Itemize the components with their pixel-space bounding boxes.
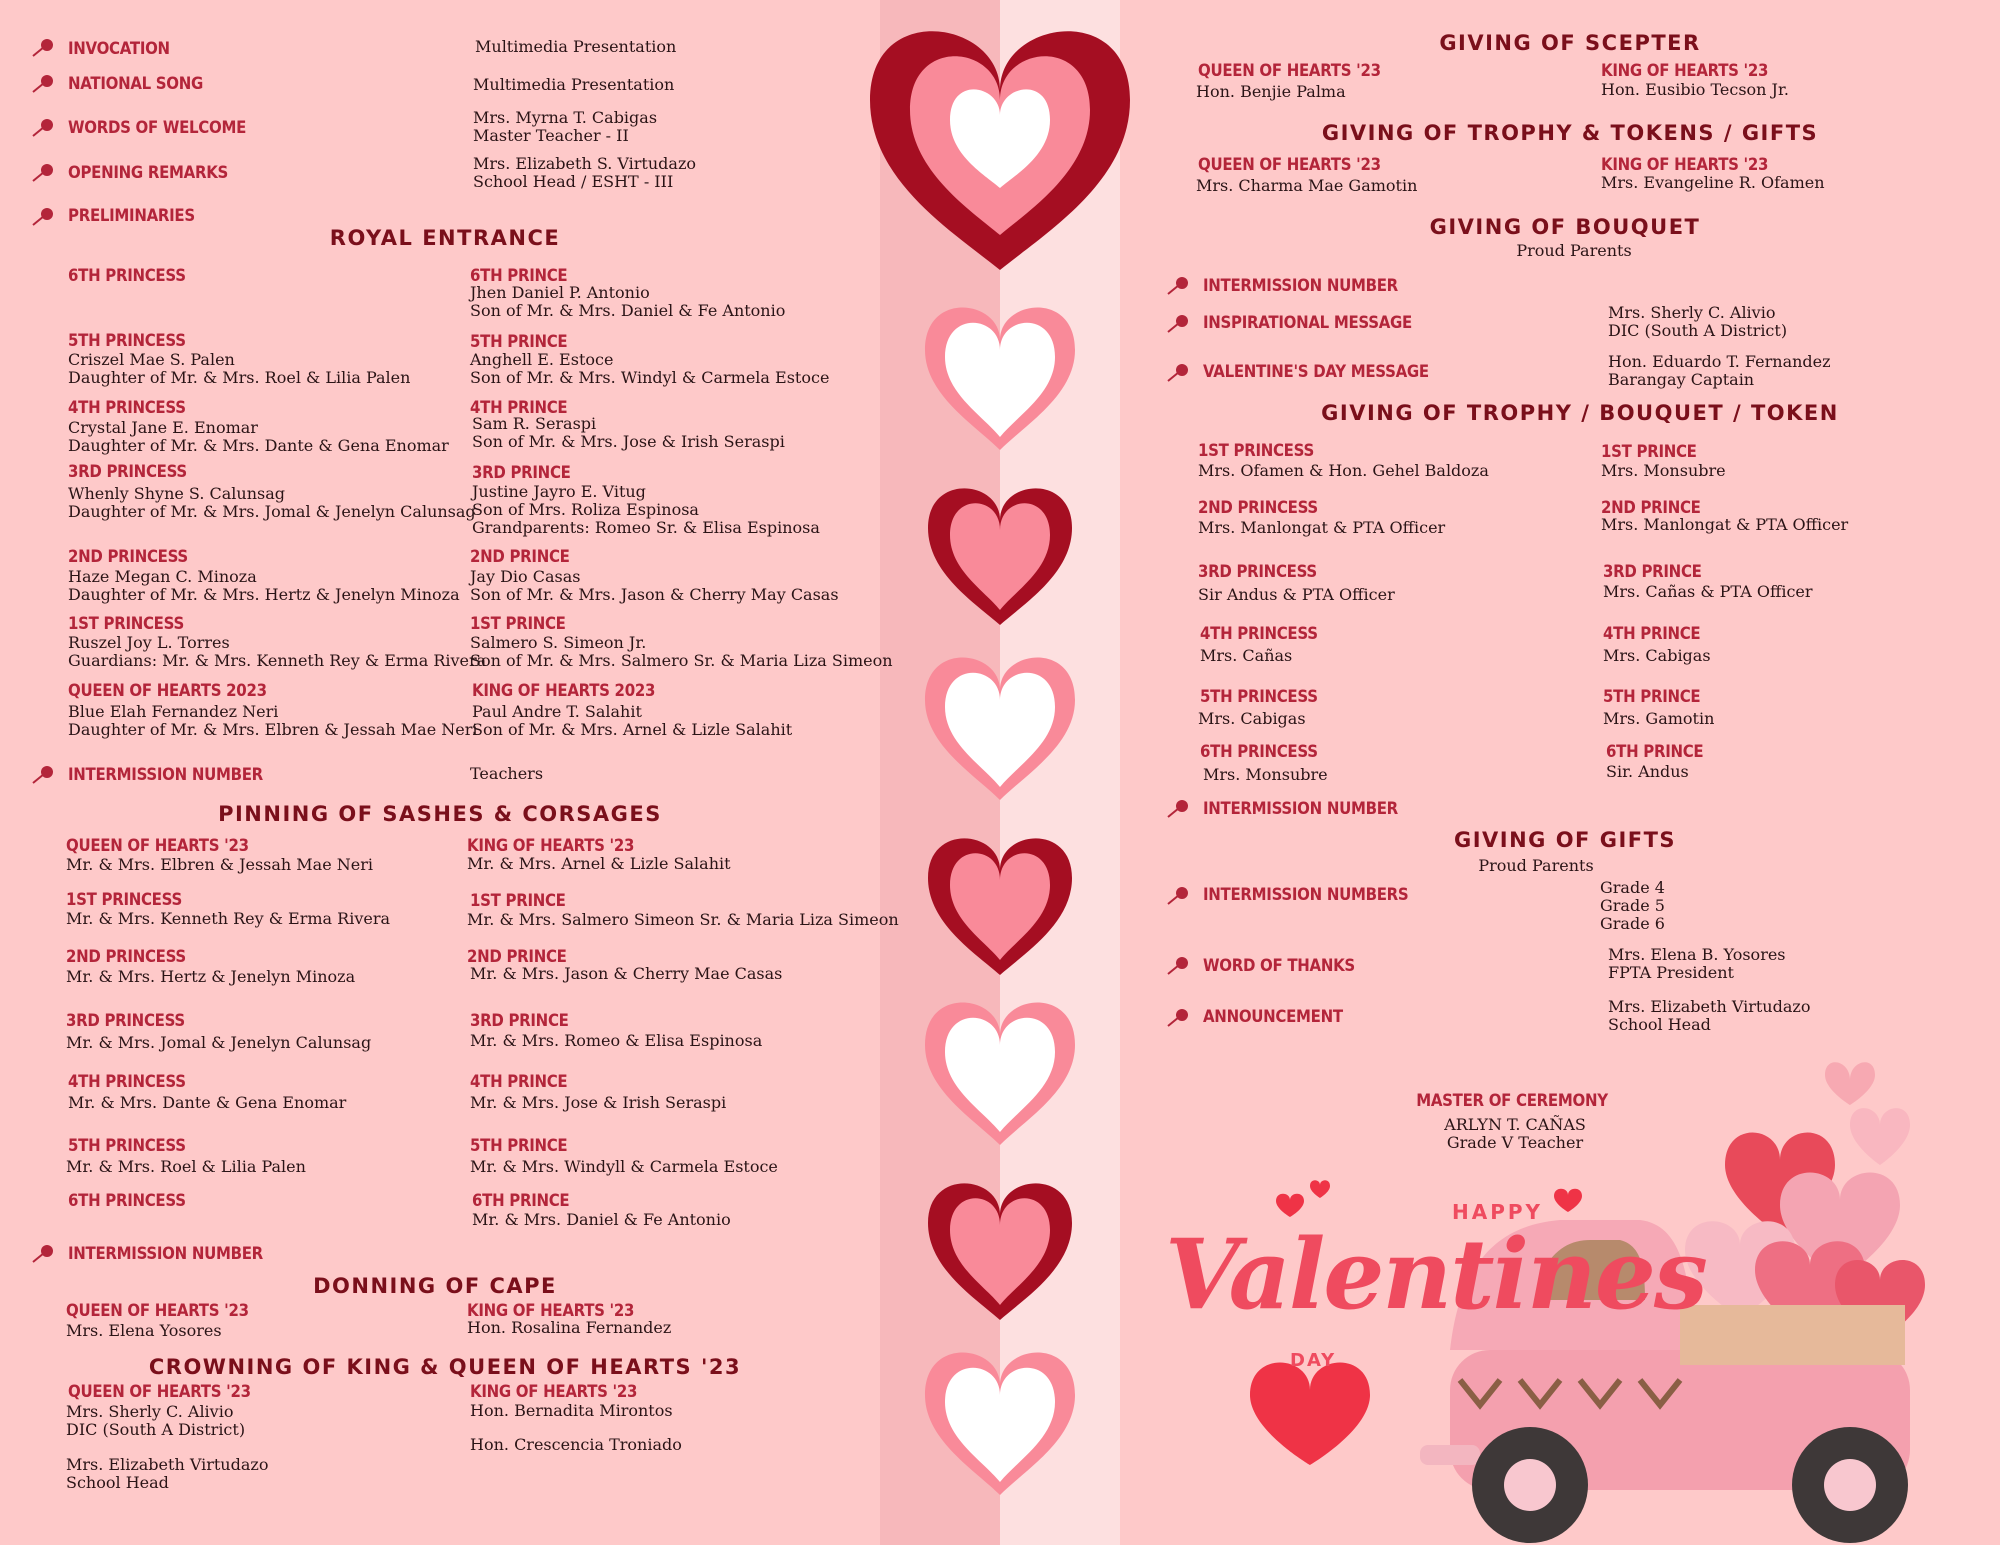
section-title-bouquet: GIVING OF BOUQUET <box>1429 215 1701 239</box>
emcee-label: MASTER OF CEREMONY <box>1416 1090 1608 1111</box>
crowning-left-line: Mrs. Sherly C. Alivio <box>66 1402 234 1421</box>
tb-left-label: 5TH PRINCESS <box>1200 686 1318 707</box>
intermission-value: Teachers <box>470 764 544 783</box>
greeting-day: DAY <box>1290 1350 1337 1371</box>
tb-right-text: Sir. Andus <box>1606 762 1689 781</box>
small-heart-icon <box>1310 1180 1330 1198</box>
section-title-crowning: CROWNING OF KING & QUEEN OF HEARTS '23 <box>148 1355 742 1379</box>
tb-left-text: Mrs. Manlongat & PTA Officer <box>1198 518 1446 537</box>
program-label: VALENTINE'S DAY MESSAGE <box>1203 361 1429 382</box>
section-title-gifts: GIVING OF GIFTS <box>1453 828 1677 852</box>
program-value: Multimedia Presentation <box>475 37 677 56</box>
donning-right-label: KING OF HEARTS '23 <box>467 1300 635 1321</box>
pinning-left-label: 5TH PRINCESS <box>68 1135 186 1156</box>
royal-left-label: 5TH PRINCESS <box>68 330 186 351</box>
pinning-left-label: 1ST PRINCESS <box>66 889 182 910</box>
trophy-tokens-left-text: Mrs. Charma Mae Gamotin <box>1196 176 1418 195</box>
royal-right-line: Salmero S. Simeon Jr. <box>470 633 647 652</box>
pinning-left-text: Mr. & Mrs. Elbren & Jessah Mae Neri <box>66 855 374 874</box>
crowning-left-line: School Head <box>66 1473 169 1492</box>
pinning-right-label: 6TH PRINCE <box>472 1190 570 1211</box>
royal-right-label: 4TH PRINCE <box>470 397 568 418</box>
program-label: WORDS OF WELCOME <box>68 117 247 138</box>
tb-left-label: 1ST PRINCESS <box>1198 440 1314 461</box>
program-value: Hon. Eduardo T. Fernandez <box>1608 352 1831 371</box>
program-label: WORD OF THANKS <box>1203 955 1355 976</box>
pin-icon <box>1165 274 1193 296</box>
greeting-happy: HAPPY <box>1452 1200 1544 1224</box>
program-label: INTERMISSION NUMBERS <box>1203 884 1409 905</box>
pinning-left-text: Mr. & Mrs. Dante & Gena Enomar <box>68 1093 347 1112</box>
royal-left-line: Daughter of Mr. & Mrs. Hertz & Jenelyn Minoza <box>68 585 460 604</box>
scepter-right-text: Hon. Eusibio Tecson Jr. <box>1601 80 1789 99</box>
tb-left-label: 4TH PRINCESS <box>1200 623 1318 644</box>
pin-icon <box>30 36 58 58</box>
royal-left-line: Whenly Shyne S. Calunsag <box>68 484 285 503</box>
pinning-right-text: Mr. & Mrs. Jason & Cherry Mae Casas <box>470 964 783 983</box>
program-value: School Head / ESHT - III <box>473 172 674 191</box>
royal-left-line: Criszel Mae S. Palen <box>68 350 235 369</box>
program-value: DIC (South A District) <box>1608 321 1788 340</box>
program-label: OPENING REMARKS <box>68 162 229 183</box>
pinning-right-label: KING OF HEARTS '23 <box>467 835 635 856</box>
royal-right-label: 1ST PRINCE <box>470 613 566 634</box>
emcee-name: ARLYN T. CAÑAS <box>1444 1115 1586 1134</box>
section-title-donning: DONNING OF CAPE <box>313 1274 557 1298</box>
royal-left-line: Daughter of Mr. & Mrs. Jomal & Jenelyn Calunsag <box>68 502 476 521</box>
white-pink-heart-icon <box>925 1353 1075 1496</box>
pinning-left-label: 3RD PRINCESS <box>66 1010 185 1031</box>
program-value: Mrs. Myrna T. Cabigas <box>473 108 658 127</box>
pinning-left-label: 2ND PRINCESS <box>66 946 186 967</box>
pinning-left-label: 6TH PRINCESS <box>68 1190 186 1211</box>
donning-right-text: Hon. Rosalina Fernandez <box>467 1318 672 1337</box>
tb-left-text: Mrs. Ofamen & Hon. Gehel Baldoza <box>1198 461 1489 480</box>
program-value: Mrs. Elizabeth S. Virtudazo <box>473 154 697 173</box>
pinning-right-text: Mr. & Mrs. Arnel & Lizle Salahit <box>467 854 731 873</box>
pinning-left-text: Mr. & Mrs. Kenneth Rey & Erma Rivera <box>66 909 391 928</box>
royal-left-line: Ruszel Joy L. Torres <box>68 633 230 652</box>
royal-right-line: Anghell E. Estoce <box>470 350 614 369</box>
pin-icon <box>1165 884 1193 906</box>
hearts-column <box>862 0 1142 1545</box>
donning-left-label: QUEEN OF HEARTS '23 <box>66 1300 249 1321</box>
red-pink-heart-icon <box>928 838 1072 975</box>
greeting-main: Valentines <box>1165 1218 1706 1331</box>
tb-right-text: Mrs. Manlongat & PTA Officer <box>1601 515 1849 534</box>
royal-left-line: Daughter of Mr. & Mrs. Roel & Lilia Palen <box>68 368 411 387</box>
trophy-tokens-left-label: QUEEN OF HEARTS '23 <box>1198 154 1381 175</box>
tb-left-text: Mrs. Cabigas <box>1198 709 1306 728</box>
royal-right-line: Son of Mr. & Mrs. Salmero Sr. & Maria Liza Simeon <box>470 651 893 670</box>
tb-right-label: 2ND PRINCE <box>1601 497 1701 518</box>
intermission-label: INTERMISSION NUMBER <box>68 764 263 785</box>
pin-icon <box>1165 1006 1193 1028</box>
pinning-left-text: Mr. & Mrs. Hertz & Jenelyn Minoza <box>66 967 356 986</box>
royal-right-label: 6TH PRINCE <box>470 265 568 286</box>
trophy-tokens-right-text: Mrs. Evangeline R. Ofamen <box>1601 173 1825 192</box>
pin-icon <box>1165 954 1193 976</box>
crowning-left-line: DIC (South A District) <box>66 1420 246 1439</box>
tb-right-label: 4TH PRINCE <box>1603 623 1701 644</box>
pin-icon <box>1165 361 1193 383</box>
royal-left-line: Crystal Jane E. Enomar <box>68 418 258 437</box>
pin-icon <box>30 1242 58 1264</box>
program-value: Grade 6 <box>1600 914 1665 933</box>
pinning-right-label: 5TH PRINCE <box>470 1135 568 1156</box>
small-heart-icon <box>1276 1194 1304 1217</box>
scepter-right-label: KING OF HEARTS '23 <box>1601 60 1769 81</box>
royal-right-line: Jay Dio Casas <box>470 567 581 586</box>
program-label: INVOCATION <box>68 38 170 59</box>
pinning-right-text: Mr. & Mrs. Windyll & Carmela Estoce <box>470 1157 778 1176</box>
program-label: ANNOUNCEMENT <box>1203 1006 1343 1027</box>
royal-right-line: Jhen Daniel P. Antonio <box>470 283 650 302</box>
tb-left-label: 6TH PRINCESS <box>1200 741 1318 762</box>
program-value: Multimedia Presentation <box>473 75 675 94</box>
royal-left-line: Haze Megan C. Minoza <box>68 567 257 586</box>
pinning-left-text: Mr. & Mrs. Jomal & Jenelyn Calunsag <box>66 1033 372 1052</box>
section-title-trophy-bouquet: GIVING OF TROPHY / BOUQUET / TOKEN <box>1321 401 1839 425</box>
intermission-label: INTERMISSION NUMBER <box>68 1243 263 1264</box>
pinning-right-label: 1ST PRINCE <box>470 890 566 911</box>
royal-right-line: Son of Mr. & Mrs. Windyl & Carmela Estoce <box>470 368 830 387</box>
red-heart-icon <box>1250 1363 1370 1466</box>
royal-left-label: 6TH PRINCESS <box>68 265 186 286</box>
crowning-right-line: Hon. Crescencia Troniado <box>470 1435 682 1454</box>
section-title-pinning: PINNING OF SASHES & CORSAGES <box>218 802 662 826</box>
bouquet-sub: Proud Parents <box>1516 241 1632 260</box>
royal-left-line: Blue Elah Fernandez Neri <box>68 702 279 721</box>
program-value: FPTA President <box>1608 963 1734 982</box>
program-value: School Head <box>1608 1015 1711 1034</box>
tb-left-text: Sir Andus & PTA Officer <box>1198 585 1395 604</box>
royal-left-label: 2ND PRINCESS <box>68 546 188 567</box>
program-value: Master Teacher - II <box>473 126 629 145</box>
crowning-left-line: Mrs. Elizabeth Virtudazo <box>66 1455 269 1474</box>
pin-icon <box>30 116 58 138</box>
tb-left-text: Mrs. Monsubre <box>1203 765 1328 784</box>
pin-icon <box>30 763 58 785</box>
royal-right-line: Son of Mr. & Mrs. Arnel & Lizle Salahit <box>472 720 793 739</box>
white-pink-heart-icon <box>925 308 1075 451</box>
gifts-sub: Proud Parents <box>1478 856 1594 875</box>
section-title-scepter: GIVING OF SCEPTER <box>1439 31 1701 55</box>
white-pink-heart-icon <box>925 1003 1075 1146</box>
pinning-right-text: Mr. & Mrs. Daniel & Fe Antonio <box>472 1210 731 1229</box>
intermission-label: INTERMISSION NUMBER <box>1203 798 1398 819</box>
royal-right-label: 3RD PRINCE <box>472 462 571 483</box>
crowning-right-label: KING OF HEARTS '23 <box>470 1381 638 1402</box>
program-value: Grade 5 <box>1600 896 1665 915</box>
royal-right-line: Grandparents: Romeo Sr. & Elisa Espinosa <box>472 518 820 537</box>
pin-icon <box>30 205 58 227</box>
heart-balloons-icon <box>1685 1062 1925 1340</box>
royal-right-line: Son of Mr. & Mrs. Jose & Irish Seraspi <box>472 432 785 451</box>
royal-right-line: Son of Mr. & Mrs. Daniel & Fe Antonio <box>470 301 786 320</box>
emcee-role: Grade V Teacher <box>1446 1133 1584 1152</box>
program-label: NATIONAL SONG <box>68 73 204 94</box>
tb-right-text: Mrs. Cañas & PTA Officer <box>1603 582 1813 601</box>
scepter-left-label: QUEEN OF HEARTS '23 <box>1198 60 1381 81</box>
royal-right-line: Justine Jayro E. Vitug <box>472 482 646 501</box>
small-heart-icon <box>1554 1189 1582 1212</box>
program-value: Mrs. Elizabeth Virtudazo <box>1608 997 1811 1016</box>
pin-icon <box>1165 797 1193 819</box>
pin-icon <box>30 161 58 183</box>
royal-left-line: Daughter of Mr. & Mrs. Elbren & Jessah Mae Neri <box>68 720 478 739</box>
royal-right-line: Sam R. Seraspi <box>472 414 597 433</box>
royal-right-line: Paul Andre T. Salahit <box>472 702 642 721</box>
tb-right-label: 1ST PRINCE <box>1601 441 1697 462</box>
royal-left-line: Daughter of Mr. & Mrs. Dante & Gena Enomar <box>68 436 449 455</box>
royal-left-label: 1ST PRINCESS <box>68 613 184 634</box>
crowning-left-label: QUEEN OF HEARTS '23 <box>68 1381 251 1402</box>
section-title-trophy-tokens: GIVING OF TROPHY & TOKENS / GIFTS <box>1321 121 1819 145</box>
royal-right-line: Son of Mr. & Mrs. Jason & Cherry May Casas <box>470 585 839 604</box>
tb-right-text: Mrs. Monsubre <box>1601 461 1726 480</box>
tb-left-label: 3RD PRINCESS <box>1198 561 1317 582</box>
royal-left-label: 4TH PRINCESS <box>68 397 186 418</box>
trophy-tokens-right-label: KING OF HEARTS '23 <box>1601 154 1769 175</box>
royal-left-label: QUEEN OF HEARTS 2023 <box>68 680 267 701</box>
program-value: Mrs. Sherly C. Alivio <box>1608 303 1776 322</box>
program-label: INSPIRATIONAL MESSAGE <box>1203 312 1412 333</box>
crowning-right-line: Hon. Bernadita Mirontos <box>470 1401 673 1420</box>
pinning-right-label: 3RD PRINCE <box>470 1010 569 1031</box>
tb-right-text: Mrs. Gamotin <box>1603 709 1715 728</box>
tb-right-label: 6TH PRINCE <box>1606 741 1704 762</box>
pinning-left-label: 4TH PRINCESS <box>68 1071 186 1092</box>
pinning-left-label: QUEEN OF HEARTS '23 <box>66 835 249 856</box>
pinning-right-text: Mr. & Mrs. Romeo & Elisa Espinosa <box>470 1031 763 1050</box>
royal-right-label: KING OF HEARTS 2023 <box>472 680 656 701</box>
scepter-left-text: Hon. Benjie Palma <box>1196 82 1346 101</box>
donning-left-text: Mrs. Elena Yosores <box>66 1321 222 1340</box>
pinning-right-label: 2ND PRINCE <box>467 946 567 967</box>
royal-right-label: 2ND PRINCE <box>470 546 570 567</box>
tb-right-text: Mrs. Cabigas <box>1603 646 1711 665</box>
pin-icon <box>30 72 58 94</box>
royal-left-label: 3RD PRINCESS <box>68 461 187 482</box>
tb-right-label: 5TH PRINCE <box>1603 686 1701 707</box>
white-pink-heart-icon <box>925 658 1075 801</box>
royal-right-line: Son of Mrs. Roliza Espinosa <box>472 500 699 519</box>
royal-right-label: 5TH PRINCE <box>470 331 568 352</box>
pinning-left-text: Mr. & Mrs. Roel & Lilia Palen <box>66 1157 306 1176</box>
program-value: Mrs. Elena B. Yosores <box>1608 945 1786 964</box>
tb-left-text: Mrs. Cañas <box>1200 646 1293 665</box>
pinning-right-text: Mr. & Mrs. Jose & Irish Seraspi <box>470 1093 727 1112</box>
program-value: Barangay Captain <box>1608 370 1755 389</box>
large-red-heart-icon <box>870 31 1130 270</box>
pinning-right-text: Mr. & Mrs. Salmero Simeon Sr. & Maria Liza Simeon <box>467 910 899 929</box>
red-pink-heart-icon <box>928 1183 1072 1320</box>
section-title-royal-entrance: ROYAL ENTRANCE <box>329 226 561 250</box>
pin-icon <box>1165 312 1193 334</box>
program-label: INTERMISSION NUMBER <box>1203 275 1398 296</box>
royal-left-line: Guardians: Mr. & Mrs. Kenneth Rey & Erma Rivera <box>68 651 487 670</box>
program-value: Grade 4 <box>1600 878 1665 897</box>
program-label: PRELIMINARIES <box>68 205 195 226</box>
pinning-right-label: 4TH PRINCE <box>470 1071 568 1092</box>
tb-left-label: 2ND PRINCESS <box>1198 497 1318 518</box>
tb-right-label: 3RD PRINCE <box>1603 561 1702 582</box>
red-pink-heart-icon <box>928 488 1072 625</box>
